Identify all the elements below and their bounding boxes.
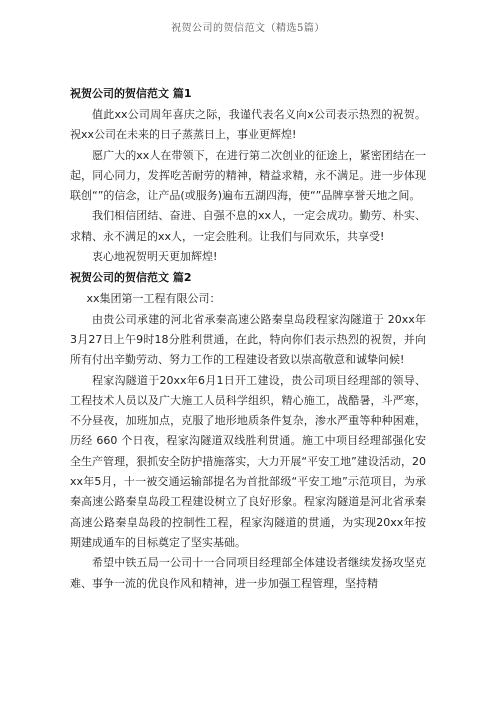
letter-address: xx集团第一工程有限公司： (86, 292, 221, 306)
page-header-title: 祝贺公司的贺信范文（精选5篇） (171, 23, 325, 34)
section-title: 祝贺公司的贺信范文 篇2 (70, 271, 192, 285)
paragraph: 衷心地祝贺明天更加辉煌! (92, 250, 218, 264)
paragraph: 愿广大的xx人在带领下，在进行第二次创业的征途上，紧密团结在一起，同心同力，发挥吃苦耐劳的精神，精益求精，永不满足。进一步体现联创“”的信念，让产品(或服务)遍布五湖四海，使“”品牌享誉天地之间。 (70, 148, 426, 203)
paragraph: 希望中铁五局一公司十一合同项目经理部全体建设者继续发扬攻坚克难、事争一流的优良作风和精神，进一步加强工程管理，坚持精 (70, 556, 426, 590)
paragraph: 值此xx公司周年喜庆之际，我谨代表名义向x公司表示热烈的祝贺。祝xx公司在未来的日子蒸蒸日上，事业更辉煌! (70, 108, 426, 142)
paragraph: 由贵公司承建的河北省承秦高速公路秦皇岛段程家沟隧道于 20xx年3月27日上午9时18分胜利贯通，在此，特向你们表示热烈的祝贺，并向所有付出辛勤劳动、努力工作的工程建设者致以崇高敬意和诚挚问候! (70, 312, 426, 367)
paragraph: 程家沟隧道于20xx年6月1日开工建设，贵公司项目经理部的领导、工程技术人员以及广大施工人员科学组织，精心施工，战酷暑，斗严寒，不分昼夜，加班加点，克服了地形地质条件复杂，渗水严重等种种困难，历经 660 个日夜，程家沟隧道双线胜利贯通。施工中项目经理部强化安全生产管理，狠抓安全防护措施落实，大力开展“平安工地”建设活动，20xx年5月，十一被交通运输部提名为首批部级“平安工地”示范项目，为承秦高速公路秦皇岛段工程建设树立了良好形象。程家沟隧道是河北省承秦高速公路秦皇岛段的控制性工程，程家沟隧道的贯通，为实现20xx年按期建成通车的目标奠定了坚实基础。 (70, 373, 426, 549)
document-body (70, 83, 426, 594)
paragraph: 我们相信团结、奋进、自强不息的xx人，一定会成功。勤劳、朴实、求精、永不满足的xx人，一定会胜利。让我们与同欢乐，共享受! (70, 209, 426, 243)
section-title: 祝贺公司的贺信范文 篇1 (70, 87, 192, 100)
